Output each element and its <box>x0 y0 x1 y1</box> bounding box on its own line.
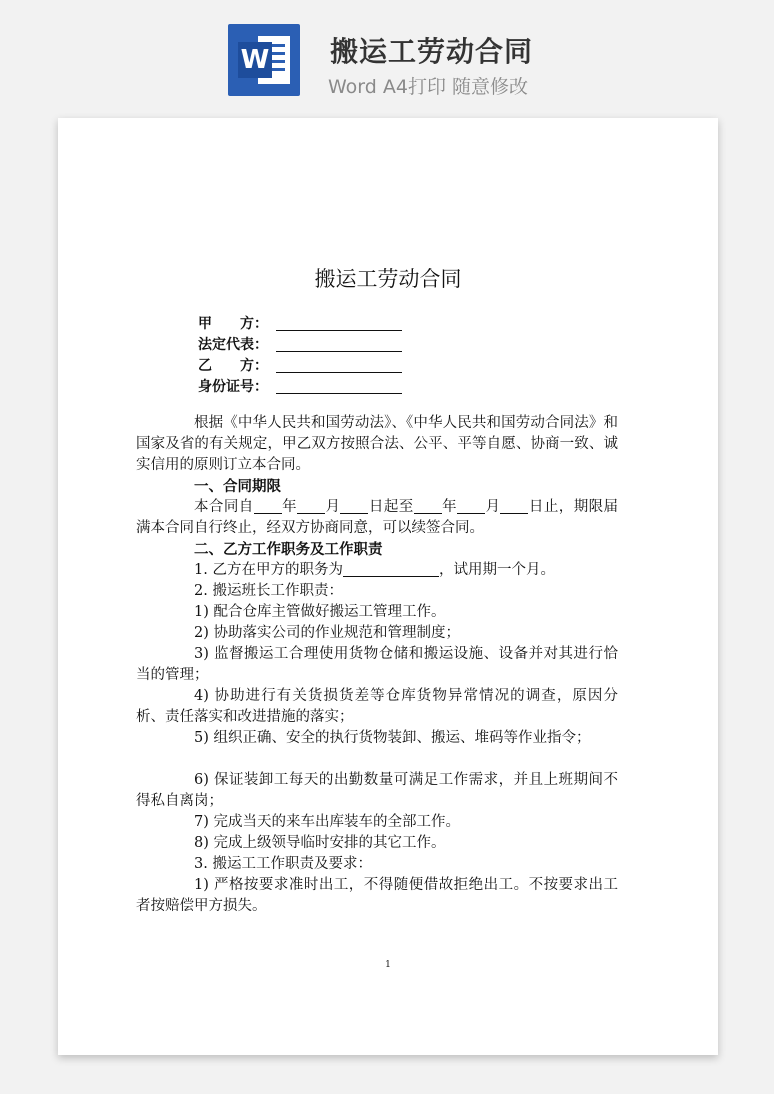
duty-1: 1) 配合仓库主管做好搬运工管理工作。 <box>194 604 446 620</box>
fill-blank <box>414 499 442 514</box>
item-2: 2. 搬运班长工作职责： <box>194 583 343 599</box>
section-1-text <box>136 497 618 539</box>
document-page <box>58 118 718 1055</box>
party-label: 身份证号： <box>198 379 268 395</box>
party-line-a <box>198 314 402 334</box>
text-run: 1. 乙方在甲方的职务为 <box>194 562 343 578</box>
fill-blank <box>276 337 402 352</box>
section-2-heading: 二、乙方工作职务及工作职责 <box>194 541 383 558</box>
fill-blank <box>276 379 402 394</box>
section-1-heading: 一、合同期限 <box>194 478 281 495</box>
fill-blank <box>457 499 485 514</box>
fill-blank <box>340 499 368 514</box>
text-run: 月 <box>485 499 501 515</box>
text-run: 年 <box>441 499 458 515</box>
intro-paragraph: 根据《中华人民共和国劳动法》、《中华人民共和国劳动合同法》和国家及省的有关规定，甲乙双方按照合法、公平、平等自愿、协商一致、诚实信用的原则订立本合同。 <box>136 415 618 473</box>
duty-8: 8) 完成上级领导临时安排的其它工作。 <box>194 835 446 851</box>
header-banner <box>0 0 774 110</box>
item-3-1: 1) 严格按要求准时出工，不得随便借故拒绝出工。不按要求出工者按赔偿甲方损失。 <box>136 877 618 914</box>
party-line-id <box>198 377 402 397</box>
banner-title: 搬运工劳动合同 <box>330 35 534 68</box>
duty-5: 5) 组织正确、安全的执行货物装卸、搬运、堆码等作业指令； <box>194 730 591 746</box>
duty-3: 3) 监督搬运工合理使用货物仓储和搬运设施、设备并对其进行恰当的管理； <box>136 646 618 683</box>
party-label: 乙 方： <box>198 358 268 374</box>
duty-4: 4) 协助进行有关货损货差等仓库货物异常情况的调查，原因分析、责任落实和改进措施的落实； <box>136 688 618 725</box>
text-run: 年 <box>281 499 298 515</box>
party-line-rep <box>198 335 402 355</box>
word-document-icon <box>228 24 300 96</box>
text-run: 日止，期限届满本合同自行终止，经双方协商同意，可以续签合同。 <box>136 499 619 536</box>
text-run: ，试用期一个月。 <box>438 562 555 578</box>
banner-subtitle: Word A4打印 随意修改 <box>328 76 529 98</box>
duty-6: 6) 保证装卸工每天的出勤数量可满足工作需求，并且上班期间不得私自离岗； <box>136 772 618 809</box>
duty-7: 7) 完成当天的来车出库装车的全部工作。 <box>194 814 460 830</box>
word-icon-letter: W <box>238 42 272 78</box>
fill-blank <box>276 358 402 373</box>
item-1 <box>136 560 618 581</box>
fill-blank <box>276 316 402 331</box>
party-line-b <box>198 356 402 376</box>
party-label: 甲 方： <box>198 316 268 332</box>
party-label: 法定代表： <box>198 337 268 353</box>
fill-blank <box>343 562 439 577</box>
text-run: 日起至 <box>368 499 414 515</box>
page-number: 1 <box>385 960 391 970</box>
duty-2: 2) 协助落实公司的作业规范和管理制度； <box>194 625 460 641</box>
text-run: 月 <box>325 499 341 515</box>
text-run: 本合同自 <box>194 499 254 515</box>
fill-blank <box>297 499 325 514</box>
fill-blank <box>254 499 282 514</box>
document-title: 搬运工劳动合同 <box>314 267 462 291</box>
item-3: 3. 搬运工工作职责及要求： <box>194 856 372 872</box>
fill-blank <box>500 499 528 514</box>
